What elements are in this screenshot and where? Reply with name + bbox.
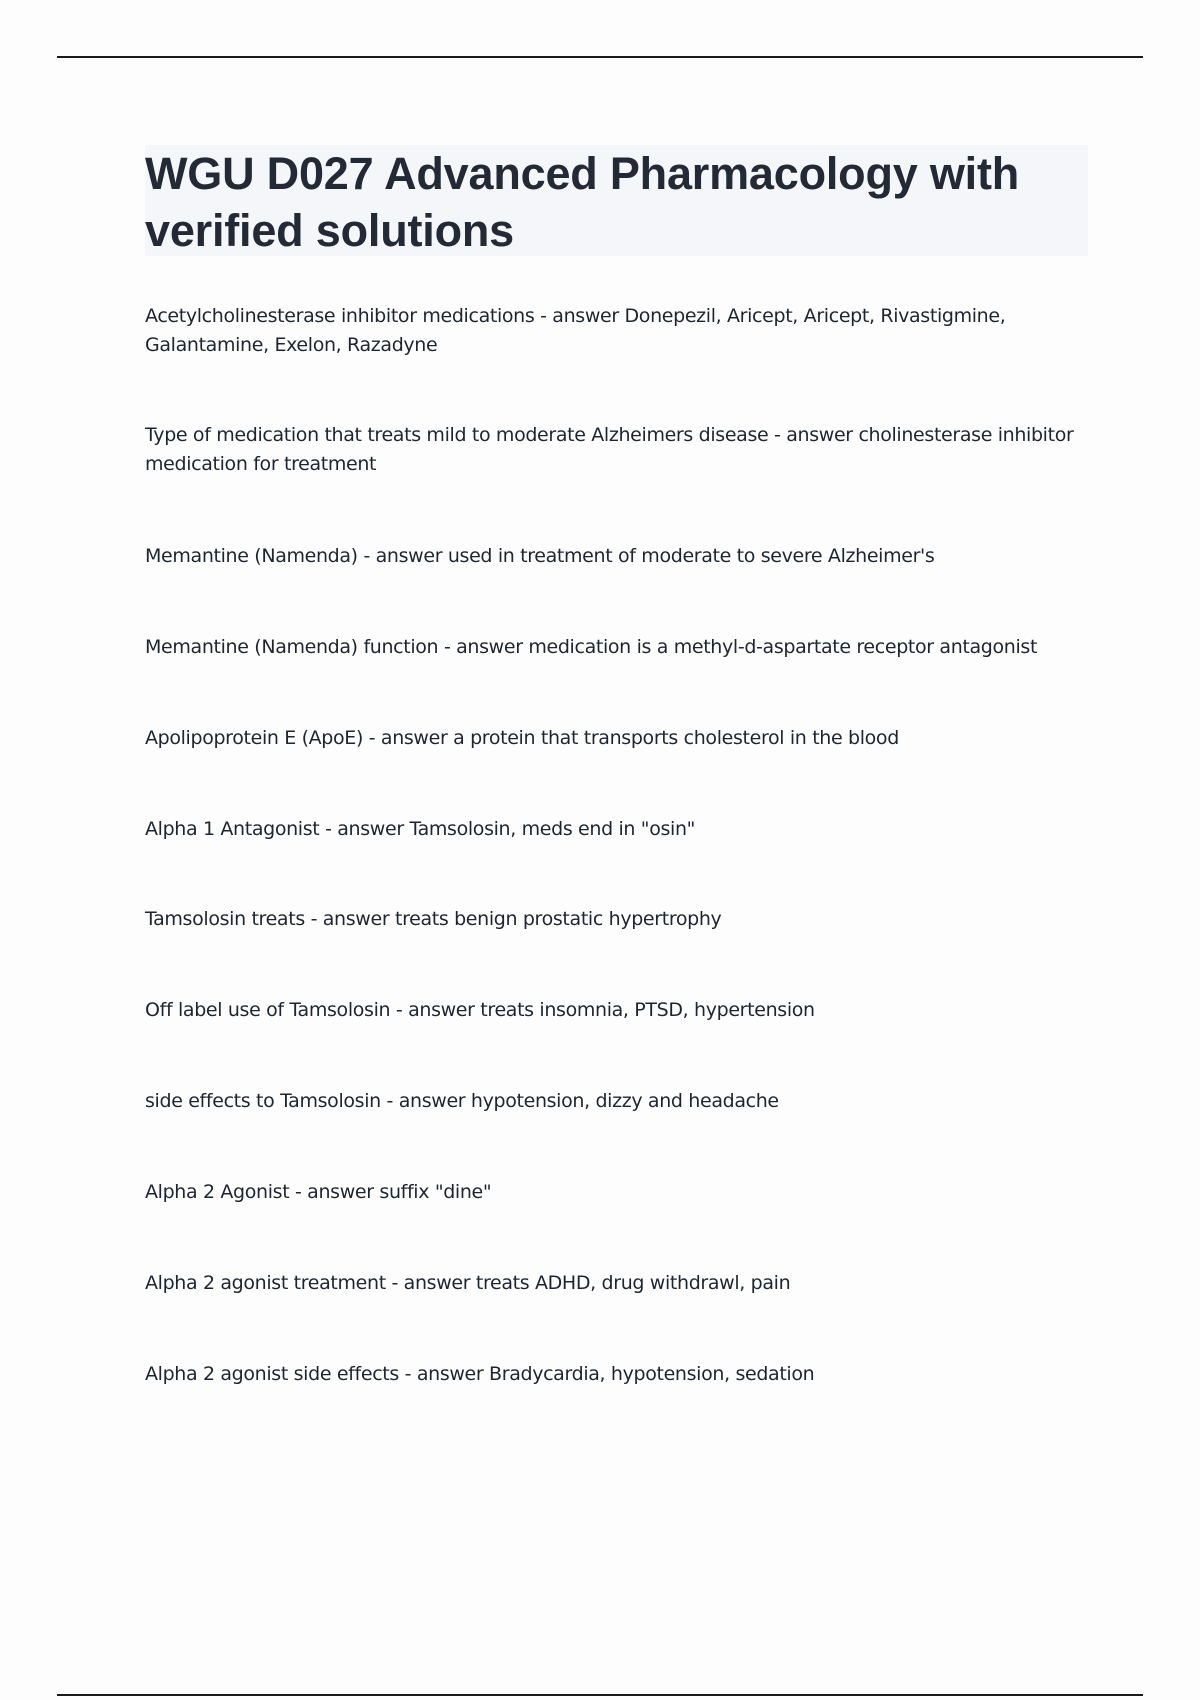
bottom-rule: [57, 1694, 1143, 1696]
qa-item-11: Alpha 2 agonist treatment - answer treats ADHD, drug withdrawl, pain: [145, 1272, 791, 1294]
qa-item-5: Apolipoprotein E (ApoE) - answer a protein that transports cholesterol in the blood: [145, 727, 899, 749]
qa-item-9: side effects to Tamsolosin - answer hypotension, dizzy and headache: [145, 1090, 779, 1112]
qa-item-2: Type of medication that treats mild to moderate Alzheimers disease - answer cholinesterase inhibitor medication for treatment: [145, 424, 1074, 475]
qa-item-10: Alpha 2 Agonist - answer suffix "dine": [145, 1181, 492, 1203]
qa-item-6: Alpha 1 Antagonist - answer Tamsolosin, meds end in "osin": [145, 818, 696, 840]
qa-item-3: Memantine (Namenda) - answer used in treatment of moderate to severe Alzheimer's: [145, 545, 935, 567]
qa-item-4: Memantine (Namenda) function - answer medication is a methyl-d-aspartate receptor antagonist: [145, 636, 1038, 658]
qa-item-1: Acetylcholinesterase inhibitor medications - answer Donepezil, Aricept, Aricept, Rivastigmine, Galantamine, Exelon, Razadyne: [145, 305, 1006, 356]
document-title: WGU D027 Advanced Pharmacology with verified solutions: [145, 148, 1020, 256]
qa-item-12: Alpha 2 agonist side effects - answer Bradycardia, hypotension, sedation: [145, 1363, 815, 1385]
qa-item-8: Off label use of Tamsolosin - answer treats insomnia, PTSD, hypertension: [145, 999, 815, 1021]
title-box: [145, 145, 1088, 256]
top-rule: [57, 56, 1143, 58]
qa-item-7: Tamsolosin treats - answer treats benign prostatic hypertrophy: [145, 908, 722, 930]
